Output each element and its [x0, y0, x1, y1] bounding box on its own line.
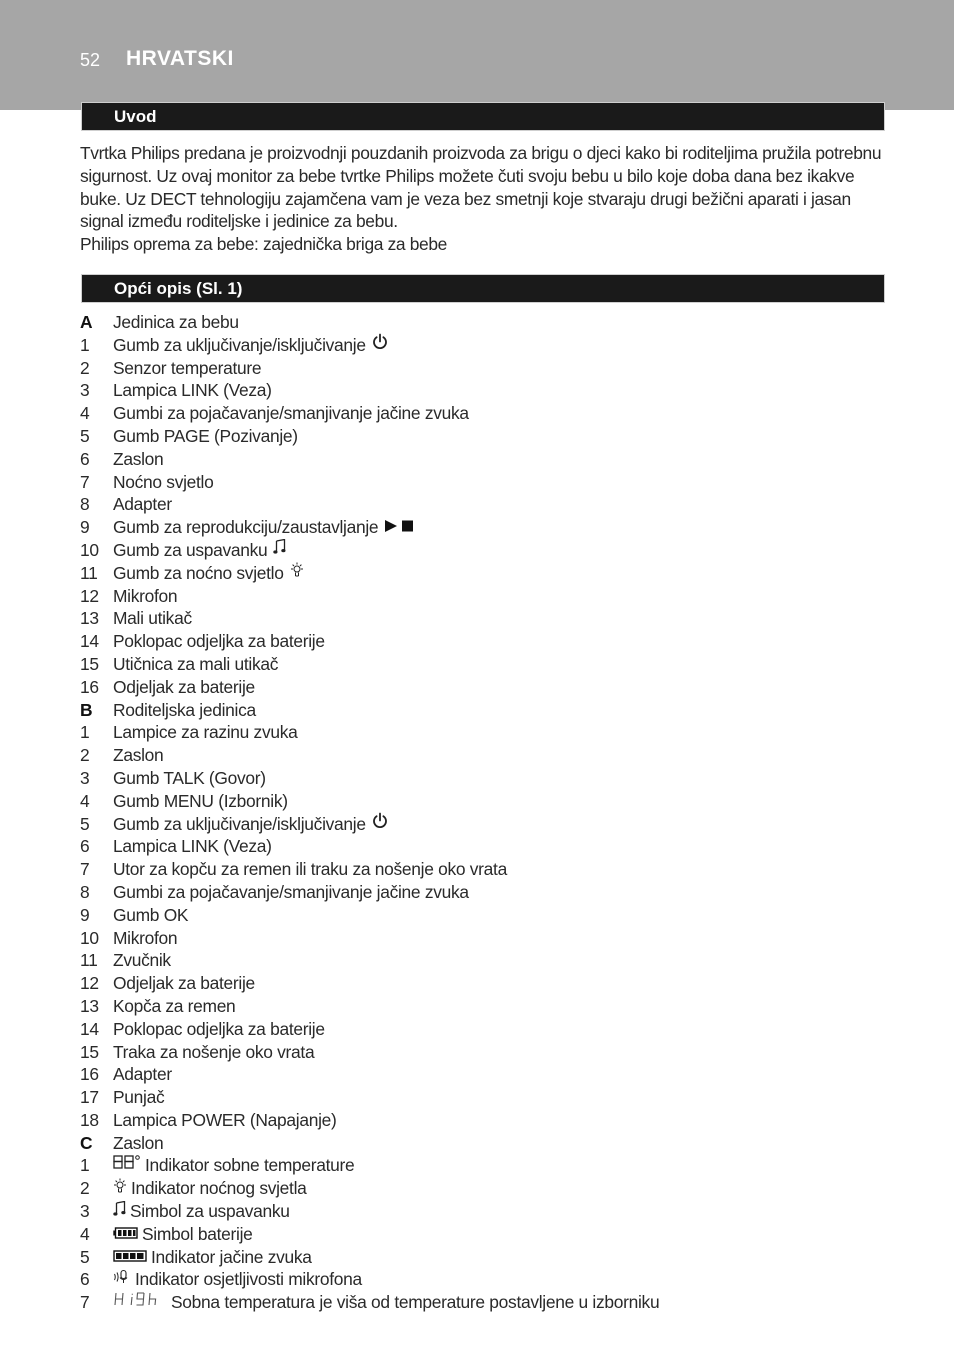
list-item: [80, 1291, 900, 1314]
list-item: [80, 1223, 900, 1246]
item-content: [113, 1291, 659, 1314]
item-label: Gumb za reprodukciju/zaustavljanje: [113, 517, 379, 538]
item-content: [113, 858, 507, 881]
page-number: 52: [80, 50, 101, 70]
list-item: [80, 744, 900, 767]
intro-paragraph: Tvrtka Philips predana je proizvodnji pouzdanih proizvoda za brigu o djeci kako bi roditeljima pružila potrebnu sigurnost. Uz ovaj monitor za bebe tvrtke Philips možete čuti svoju bebu u bilo koje doba dana bez ikakve buke. Uz DECT tehnologiju zajamčena vam je veza bez smetnji koje stvaraju drugi bežični aparati i jasan signal između roditeljske i jedinice za bebu.: [80, 143, 882, 232]
item-number: 8: [80, 494, 90, 515]
item-number: 10: [80, 539, 99, 560]
list-item: [80, 607, 900, 630]
list-item: [80, 972, 900, 995]
list-item: [80, 357, 900, 380]
item-number: 3: [80, 1201, 90, 1222]
item-number: 8: [80, 881, 90, 902]
item-number: 16: [80, 1064, 99, 1085]
item-number: 6: [80, 836, 90, 857]
item-content: [113, 1041, 314, 1064]
item-content: [113, 1268, 362, 1291]
high-temp-icon: [113, 1291, 167, 1314]
list-item: [80, 767, 900, 790]
item-number: 1: [80, 334, 90, 355]
list-item: [80, 402, 900, 425]
item-label: Poklopac odjeljka za baterije: [113, 631, 325, 652]
item-label: Gumb za uključivanje/isključivanje: [113, 334, 366, 355]
item-label: Lampice za razinu zvuka: [113, 722, 298, 743]
section-title-intro: Uvod: [114, 107, 157, 126]
item-label: Zaslon: [113, 745, 164, 766]
list-item: [80, 881, 900, 904]
item-label: Odjeljak za baterije: [113, 973, 255, 994]
item-content: [113, 1246, 312, 1269]
item-number: 2: [80, 1178, 90, 1199]
group-letter: B: [80, 699, 93, 720]
intro-tagline: Philips oprema za bebe: zajednička briga za bebe: [80, 234, 448, 255]
list-item: [80, 334, 900, 357]
item-label: Lampica LINK (Veza): [113, 380, 272, 401]
item-content: [113, 1132, 163, 1155]
item-content: [113, 607, 192, 630]
item-number: 5: [80, 813, 90, 834]
item-number: 14: [80, 1018, 99, 1039]
power-icon: [372, 333, 388, 356]
item-content: [113, 835, 272, 858]
list-item: [80, 425, 900, 448]
item-number: 6: [80, 448, 90, 469]
item-number: 5: [80, 1246, 90, 1267]
night-light-icon: [113, 1177, 127, 1200]
item-content: [113, 790, 288, 813]
item-content: [113, 744, 163, 767]
item-number: 7: [80, 471, 90, 492]
item-label: Indikator noćnog svjetla: [131, 1178, 307, 1199]
list-item: [80, 927, 900, 950]
item-label: Zaslon: [113, 1132, 164, 1153]
item-number: 13: [80, 608, 99, 629]
list-item: [80, 562, 900, 585]
item-number: 16: [80, 676, 99, 697]
item-content: [113, 927, 177, 950]
item-number: 1: [80, 722, 90, 743]
item-content: [113, 653, 278, 676]
item-label: Mikrofon: [113, 927, 178, 948]
item-content: [113, 630, 325, 653]
list-item: [80, 585, 900, 608]
item-content: [113, 471, 214, 494]
item-number: 9: [80, 517, 90, 538]
intro-text: [80, 142, 890, 256]
item-content: [113, 881, 469, 904]
item-content: [113, 425, 298, 448]
item-label: Senzor temperature: [113, 357, 262, 378]
list-item: [80, 379, 900, 402]
music-note-icon: [273, 538, 286, 561]
group-heading: [80, 1132, 900, 1155]
mic-sensitivity-icon: [113, 1268, 131, 1291]
item-number: 3: [80, 767, 90, 788]
item-content: [113, 357, 261, 380]
list-item: [80, 835, 900, 858]
item-number: 12: [80, 973, 99, 994]
item-content: [113, 379, 272, 402]
item-number: 10: [80, 927, 99, 948]
item-content: [113, 1018, 325, 1041]
list-item: [80, 1109, 900, 1132]
item-content: [113, 1177, 307, 1200]
list-item: [80, 516, 900, 539]
item-label: Traka za nošenje oko vrata: [113, 1041, 315, 1062]
item-content: [113, 972, 255, 995]
item-label: Noćno svjetlo: [113, 471, 214, 492]
item-content: [113, 334, 388, 357]
list-item: [80, 1268, 900, 1291]
item-number: 18: [80, 1109, 99, 1130]
item-content: [113, 516, 416, 539]
item-label: Gumb za noćno svjetlo: [113, 562, 284, 583]
item-content: [113, 1063, 172, 1086]
item-content: [113, 949, 171, 972]
item-number: 11: [80, 950, 98, 971]
item-number: 17: [80, 1087, 99, 1108]
item-label: Utor za kopču za remen ili traku za nošenje oko vrata: [113, 859, 507, 880]
item-label: Gumb TALK (Govor): [113, 767, 266, 788]
item-label: Indikator sobne temperature: [145, 1155, 355, 1176]
volume-bars-icon: [113, 1245, 147, 1268]
play-stop-icon: [384, 516, 416, 539]
item-number: 1: [80, 1155, 90, 1176]
item-label: Adapter: [113, 494, 172, 515]
item-number: 5: [80, 425, 90, 446]
item-label: Gumb OK: [113, 904, 189, 925]
item-label: Gumbi za pojačavanje/smanjivanje jačine zvuka: [113, 881, 469, 902]
list-item: [80, 471, 900, 494]
list-item: [80, 995, 900, 1018]
item-label: Roditeljska jedinica: [113, 699, 256, 720]
item-label: Punjač: [113, 1087, 165, 1108]
item-label: Kopča za remen: [113, 995, 236, 1016]
list-item: [80, 1041, 900, 1064]
item-number: 14: [80, 631, 99, 652]
item-label: Indikator osjetljivosti mikrofona: [135, 1269, 362, 1290]
list-item: [80, 1246, 900, 1269]
music-note-icon: [113, 1200, 126, 1223]
list-item: [80, 858, 900, 881]
item-content: [113, 539, 286, 562]
item-label: Mali utikač: [113, 608, 192, 629]
list-item: [80, 1177, 900, 1200]
item-label: Zvučnik: [113, 950, 171, 971]
item-number: 4: [80, 1223, 90, 1244]
list-item: [80, 1154, 900, 1177]
item-number: 7: [80, 859, 90, 880]
item-number: 4: [80, 790, 90, 811]
list-item: [80, 1200, 900, 1223]
item-number: 9: [80, 904, 90, 925]
item-content: [113, 562, 304, 585]
item-label: Gumb za uključivanje/isključivanje: [113, 813, 366, 834]
item-number: 7: [80, 1292, 90, 1313]
item-label: Odjeljak za baterije: [113, 676, 255, 697]
section-title-general: Opći opis (Sl. 1): [114, 279, 243, 298]
item-content: [113, 585, 177, 608]
item-number: 2: [80, 357, 90, 378]
section-bar-intro: [81, 102, 885, 131]
item-label: Poklopac odjeljka za baterije: [113, 1018, 325, 1039]
item-label: Zaslon: [113, 448, 164, 469]
list-item: [80, 630, 900, 653]
item-content: [113, 995, 235, 1018]
item-label: Simbol za uspavanku: [130, 1201, 290, 1222]
item-label: Jedinica za bebu: [113, 312, 239, 332]
list-item: [80, 493, 900, 516]
item-content: [113, 1109, 337, 1132]
item-number: 2: [80, 745, 90, 766]
item-content: [113, 402, 469, 425]
item-number: 4: [80, 403, 90, 424]
header-band: [0, 0, 954, 110]
parts-list: [80, 311, 900, 1314]
item-label: Indikator jačine zvuka: [151, 1246, 312, 1267]
item-label: Sobna temperatura je viša od temperature postavljene u izborniku: [171, 1292, 660, 1313]
item-number: 15: [80, 653, 99, 674]
list-item: [80, 1063, 900, 1086]
item-label: Adapter: [113, 1064, 172, 1085]
item-number: 11: [80, 562, 98, 583]
item-content: [113, 767, 266, 790]
power-icon: [372, 812, 388, 835]
temperature-digits-icon: [113, 1154, 141, 1177]
list-item: [80, 676, 900, 699]
list-item: [80, 448, 900, 471]
list-item: [80, 1018, 900, 1041]
item-content: [113, 721, 298, 744]
language-title: HRVATSKI: [126, 47, 234, 70]
item-label: Lampica LINK (Veza): [113, 836, 272, 857]
item-number: 3: [80, 380, 90, 401]
list-item: [80, 904, 900, 927]
item-number: 15: [80, 1041, 99, 1062]
item-content: [113, 676, 255, 699]
item-number: 6: [80, 1269, 90, 1290]
item-content: [113, 813, 388, 836]
item-label: Gumb PAGE (Pozivanje): [113, 425, 298, 446]
item-content: [113, 311, 239, 334]
item-label: Simbol baterije: [142, 1223, 253, 1244]
group-letter: A: [80, 312, 93, 332]
group-heading: [80, 699, 900, 722]
item-content: [113, 448, 163, 471]
item-content: [113, 493, 172, 516]
item-content: [113, 1154, 354, 1177]
item-label: Mikrofon: [113, 585, 178, 606]
list-item: [80, 539, 900, 562]
group-heading: [80, 311, 900, 334]
list-item: [80, 790, 900, 813]
item-number: 12: [80, 585, 99, 606]
item-number: 13: [80, 995, 99, 1016]
list-item: [80, 1086, 900, 1109]
group-letter: C: [80, 1132, 93, 1153]
list-item: [80, 653, 900, 676]
list-item: [80, 721, 900, 744]
item-content: [113, 1223, 253, 1246]
item-content: [113, 1086, 164, 1109]
battery-icon: [113, 1222, 138, 1245]
item-content: [113, 1200, 290, 1223]
item-content: [113, 904, 188, 927]
section-bar-general: [81, 274, 885, 303]
item-label: Gumbi za pojačavanje/smanjivanje jačine zvuka: [113, 403, 469, 424]
item-label: Lampica POWER (Napajanje): [113, 1109, 337, 1130]
list-item: [80, 949, 900, 972]
item-label: Utičnica za mali utikač: [113, 653, 279, 674]
list-item: [80, 813, 900, 836]
item-label: Gumb MENU (Izbornik): [113, 790, 288, 811]
night-light-icon: [290, 561, 304, 584]
item-label: Gumb za uspavanku: [113, 539, 268, 560]
item-content: [113, 699, 256, 722]
